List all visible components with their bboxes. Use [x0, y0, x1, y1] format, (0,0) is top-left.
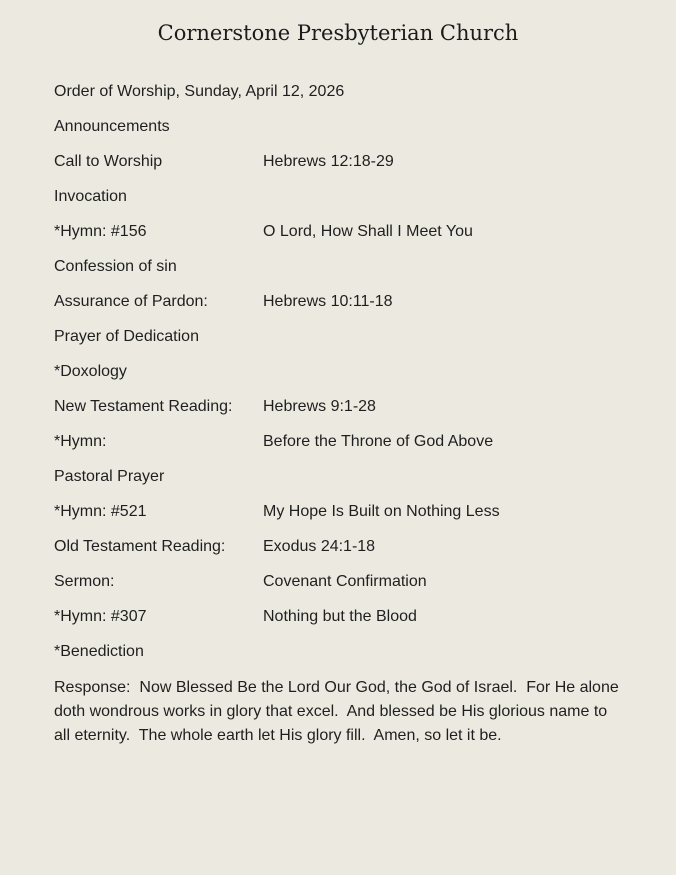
order-item-detail	[263, 468, 622, 486]
order-item-benediction	[54, 643, 622, 661]
order-item-invocation	[54, 188, 622, 206]
order-item-label: *Hymn: #156	[54, 223, 147, 240]
order-item-assurance-of-pardon	[54, 293, 622, 311]
order-item-detail: Covenant Confirmation	[263, 573, 427, 590]
order-item-old-testament-reading	[54, 538, 622, 556]
order-item-label: Invocation	[54, 188, 127, 205]
order-item-pastoral-prayer	[54, 468, 622, 486]
order-item-detail: Exodus 24:1-18	[263, 538, 376, 555]
order-item-detail: My Hope Is Built on Nothing Less	[263, 503, 500, 520]
order-item-detail: O Lord, How Shall I Meet You	[263, 223, 473, 240]
order-item-detail	[263, 328, 622, 346]
order-item-detail: Hebrews 12:18-29	[263, 153, 394, 170]
order-item-label: *Hymn: #521	[54, 503, 147, 520]
order-of-worship-list	[54, 118, 622, 661]
order-item-label: *Hymn:	[54, 433, 107, 450]
order-item-label: Assurance of Pardon:	[54, 293, 208, 310]
order-item-detail	[263, 363, 622, 381]
order-item-hymn-throne	[54, 433, 622, 451]
order-item-call-to-worship	[54, 153, 622, 171]
order-item-label: Pastoral Prayer	[54, 468, 165, 485]
order-item-label: *Hymn: #307	[54, 608, 147, 625]
order-item-label: Confession of sin	[54, 258, 177, 275]
order-item-detail: Hebrews 9:1-28	[263, 398, 376, 415]
order-item-detail: Before the Throne of God Above	[263, 433, 494, 450]
order-item-label: Call to Worship	[54, 153, 163, 170]
order-item-label: Sermon:	[54, 573, 115, 590]
order-item-detail: Hebrews 10:11-18	[263, 293, 393, 310]
order-item-hymn-521	[54, 503, 622, 521]
order-item-announcements	[54, 118, 622, 136]
order-item-label: Announcements	[54, 118, 170, 135]
order-item-label: Old Testament Reading:	[54, 538, 226, 555]
order-item-confession	[54, 258, 622, 276]
order-item-hymn-156	[54, 223, 622, 241]
order-item-detail: Nothing but the Blood	[263, 608, 417, 625]
order-item-detail	[263, 188, 622, 206]
order-item-sermon	[54, 573, 622, 591]
order-of-worship-heading: Order of Worship, Sunday, April 12, 2026	[54, 83, 345, 100]
response-text: Response: Now Blessed Be the Lord Our God, the God of Israel. For He alone doth wondrous works in glory that excel. And blessed be His glorious name to all eternity. The whole earth let His glory fill. Amen, so let it be.	[54, 679, 624, 744]
order-item-prayer-of-dedication	[54, 328, 622, 346]
order-item-hymn-307	[54, 608, 622, 626]
order-item-detail	[263, 258, 622, 276]
order-item-label: *Benediction	[54, 643, 144, 660]
order-item-detail	[263, 643, 622, 661]
order-item-detail	[263, 118, 622, 136]
order-item-label: New Testament Reading:	[54, 398, 233, 415]
order-item-new-testament-reading	[54, 398, 622, 416]
order-item-doxology	[54, 363, 622, 381]
page-title: Cornerstone Presbyterian Church	[157, 21, 519, 45]
order-item-label: *Doxology	[54, 363, 127, 380]
order-item-label: Prayer of Dedication	[54, 328, 199, 345]
